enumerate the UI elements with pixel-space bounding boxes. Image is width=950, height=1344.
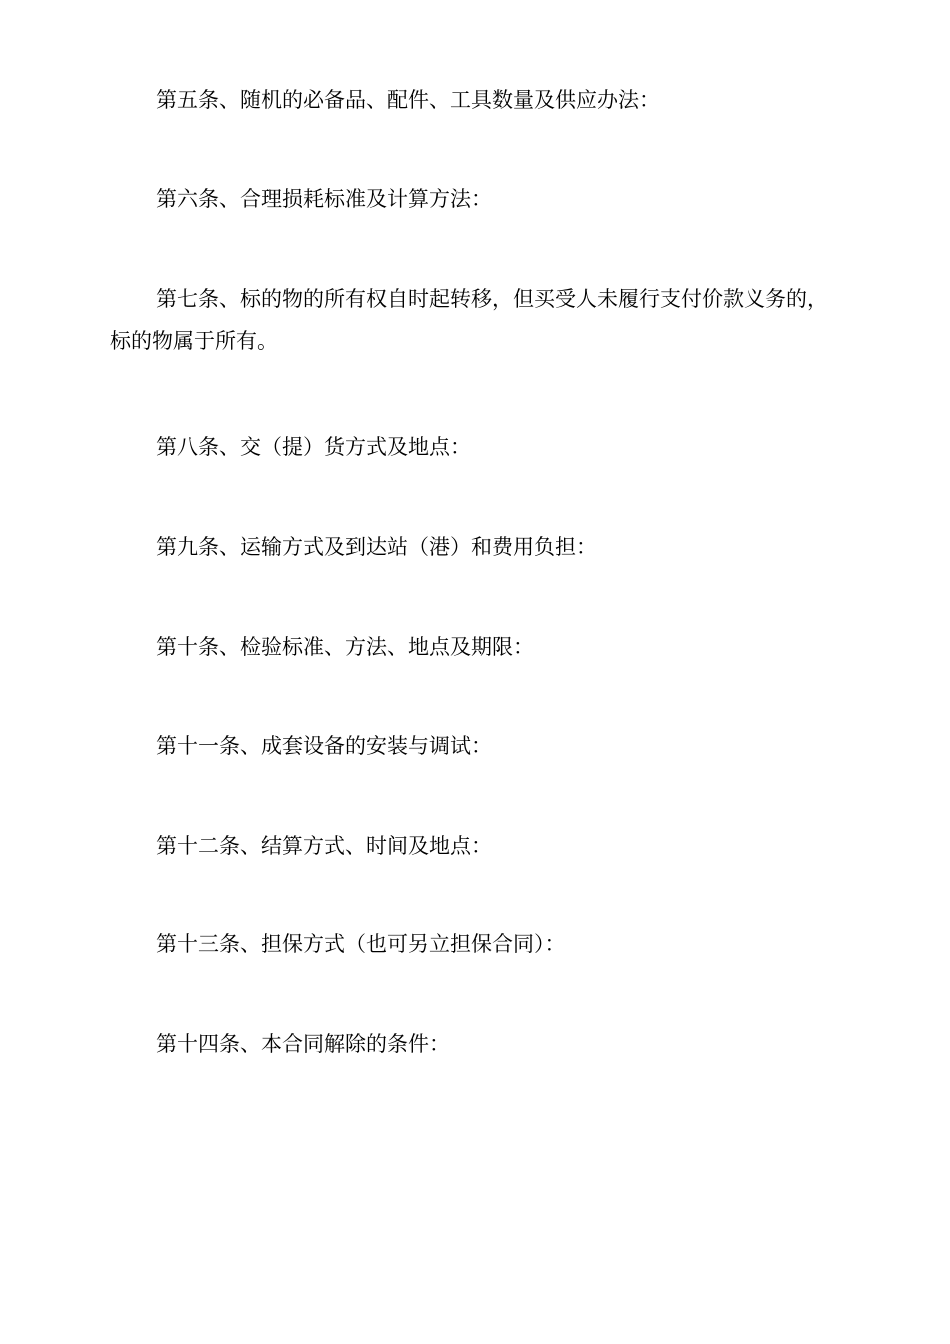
clause-9: 第九条、运输方式及到达站（港）和费用负担： — [156, 535, 597, 559]
clause-13: 第十三条、担保方式（也可另立担保合同）： — [156, 932, 566, 956]
clause-14: 第十四条、本合同解除的条件： — [156, 1032, 450, 1056]
clause-7: 第七条、标的物的所有权自时起转移，但买受人未履行支付价款义务的，标的物属于所有。 — [110, 287, 828, 353]
clause-12: 第十二条、结算方式、时间及地点： — [156, 834, 492, 858]
clause-5: 第五条、随机的必备品、配件、工具数量及供应办法： — [156, 88, 660, 112]
clause-6: 第六条、合理损耗标准及计算方法： — [156, 187, 492, 211]
clause-10: 第十条、检验标准、方法、地点及期限： — [156, 635, 534, 659]
clause-11: 第十一条、成套设备的安装与调试： — [156, 734, 492, 758]
clause-8: 第八条、交（提）货方式及地点： — [156, 435, 471, 459]
